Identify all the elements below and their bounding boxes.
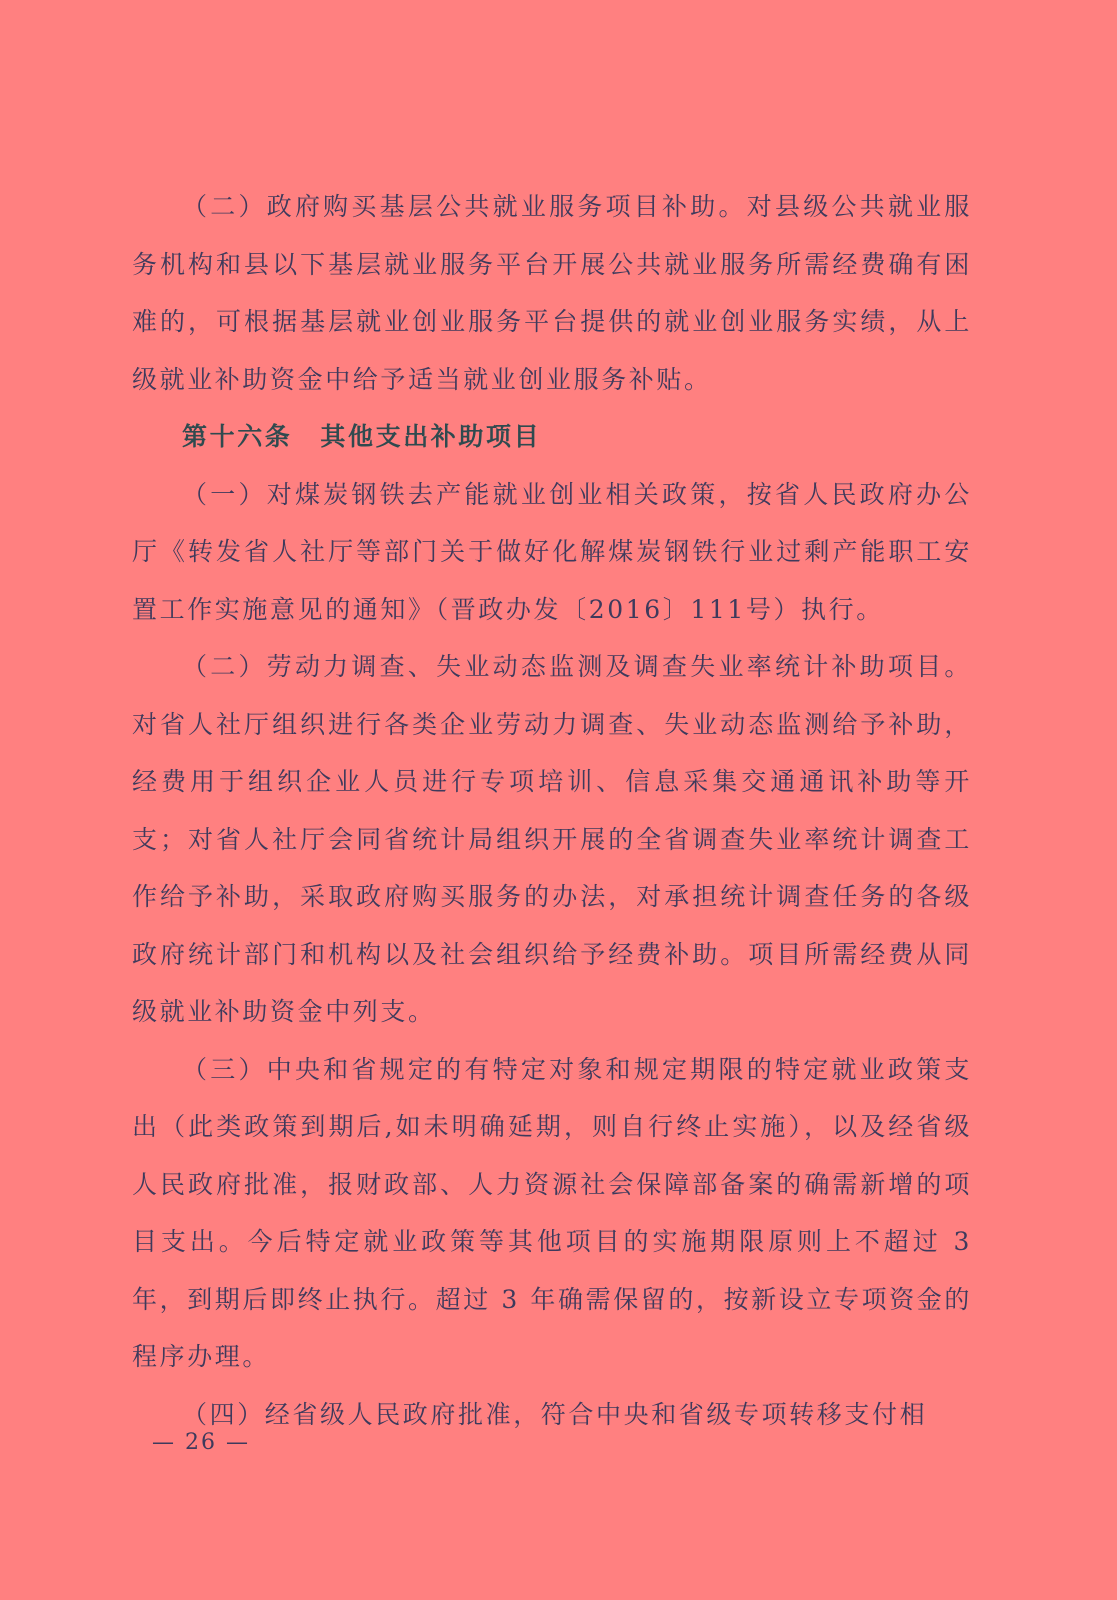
- page-number: — 26 —: [152, 1430, 250, 1455]
- paragraph-provincial-approval: （四）经省级人民政府批准，符合中央和省级专项转移支付相: [182, 1399, 928, 1429]
- article-title: 其他支出补助项目: [320, 422, 542, 451]
- article-heading: [132, 408, 972, 466]
- paragraph-labor-survey: （二）劳动力调查、失业动态监测及调查失业率统计补助项目。对省人社厅组织进行各类企业劳动力调查、失业动态监测给予补助，经费用于组织企业人员进行专项培训、信息采集交通通讯补助等开支；对省人社厅会同省统计局组织开展的全省调查失业率统计调查工作给予补助，采取政府购买服务的办法，对承担统计调查任务的各级政府统计部门和机构以及社会组织给予经费补助。项目所需经费从同级就业补助资金中列支。: [132, 652, 972, 1026]
- paragraph-government-purchase: （二）政府购买基层公共就业服务项目补助。对县级公共就业服务机构和县以下基层就业服务平台开展公共就业服务所需经费确有困难的，可根据基层就业创业服务平台提供的就业创业服务实绩，从上级就业补助资金中给予适当就业创业服务补贴。: [132, 192, 972, 394]
- article-number: 第十六条: [182, 422, 293, 451]
- paragraph-coal-steel: （一）对煤炭钢铁去产能就业创业相关政策，按省人民政府办公厅《转发省人社厅等部门关于做好化解煤炭钢铁行业过剩产能职工安置工作实施意见的通知》（晋政办发〔2016〕111号）执行。: [132, 479, 972, 624]
- paragraph-special-policy: （三）中央和省规定的有特定对象和规定期限的特定就业政策支出（此类政策到期后,如未明确延期，则自行终止实施），以及经省级人民政府批准，报财政部、人力资源社会保障部备案的确需新增的项目支出。今后特定就业政策等其他项目的实施期限原则上不超过 3 年，到期后即终止执行。超过 3 年确需保留的，按新设立专项资金的程序办理。: [132, 1054, 973, 1371]
- document-page: [132, 178, 972, 1443]
